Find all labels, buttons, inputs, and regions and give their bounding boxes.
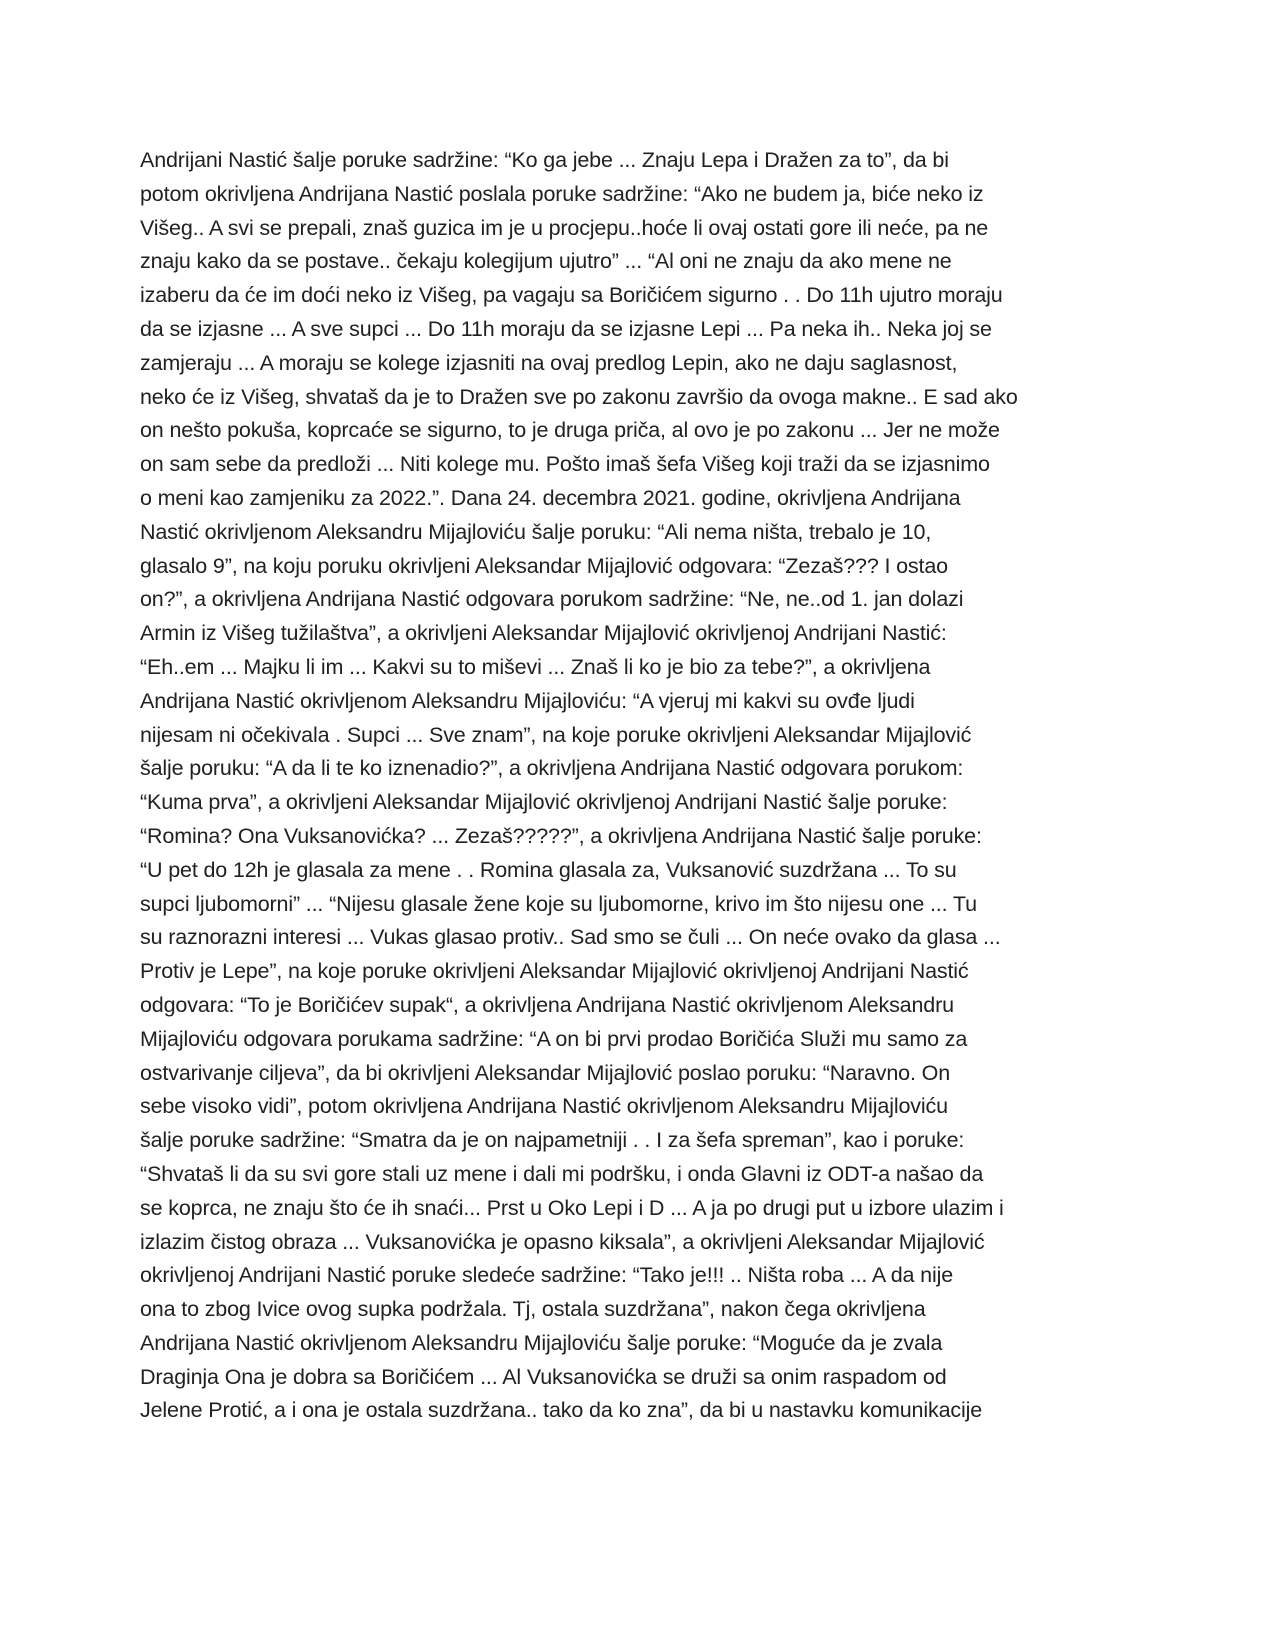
text-line-27: Mijajloviću odgovara porukama sadržine: “A on bi prvi prodao Boričića Služi mu samo za (140, 1026, 968, 1051)
text-line-33: izlazim čistog obraza ... Vuksanovićka je opasno kiksala”, a okrivljeni Aleksandar Mijajlović (140, 1229, 985, 1254)
text-line-17: Andrijana Nastić okrivljenom Aleksandru Mijajloviću: “A vjeruj mi kakvi su ovđe ljudi (140, 688, 915, 713)
text-line-9: on nešto pokuša, koprcaće se sigurno, to je druga priča, al ovo je po zakonu ... Jer ne može (140, 418, 1000, 443)
text-line-1: Andrijani Nastić šalje poruke sadržine: “Ko ga jebe ... Znaju Lepa i Dražen za to”, da bi (140, 148, 949, 172)
text-line-38: Jelene Protić, a i ona je ostala suzdržana.. tako da ko zna”, da bi u nastavku komunikacije (140, 1398, 983, 1423)
text-line-22: “U pet do 12h je glasala za mene . . Romina glasala za, Vuksanović suzdržana ... To su (140, 857, 957, 882)
text-line-36: Andrijana Nastić okrivljenom Aleksandru Mijajloviću šalje poruke: “Moguće da je zvala (140, 1330, 943, 1355)
text-line-21: “Romina? Ona Vuksanovićka? ... Zezaš?????”, a okrivljena Andrijana Nastić šalje poruke: (140, 823, 982, 848)
text-line-37: Draginja Ona je dobra sa Boričićem ... Al Vuksanovićka se druži sa onim raspadom od (140, 1364, 947, 1389)
text-line-11: o meni kao zamjeniku za 2022.”. Dana 24. decembra 2021. godine, okrivljena Andrijana (140, 485, 961, 510)
text-line-28: ostvarivanje ciljeva”, da bi okrivljeni Aleksandar Mijajlović poslao poruku: “Naravno. On (140, 1060, 951, 1085)
text-line-19: šalje poruku: “A da li te ko iznenadio?”, a okrivljena Andrijana Nastić odgovara porukom: (140, 756, 964, 781)
text-line-25: Protiv je Lepe”, na koje poruke okrivljeni Aleksandar Mijajlović okrivljenoj Andrijani Nastić (140, 959, 969, 984)
text-line-4: znaju kako da se postave.. čekaju kolegijum ujutro” ... “Al oni ne znaju da ako mene ne (140, 249, 952, 274)
text-line-12: Nastić okrivljenom Aleksandru Mijajloviću šalje poruku: “Ali nema ništa, trebalo je 10, (140, 519, 932, 544)
text-line-34: okrivljenoj Andrijani Nastić poruke sledeće sadržine: “Tako je!!! .. Ništa roba ... A da nije (140, 1263, 954, 1288)
text-line-26: odgovara: “To je Boričićev supak“, a okrivljena Andrijana Nastić okrivljenom Aleksandru (140, 992, 954, 1017)
text-line-10: on sam sebe da predloži ... Niti kolege mu. Pošto imaš šefa Višeg koji traži da se izjasnimo (140, 452, 990, 477)
text-line-24: su raznorazni interesi ... Vukas glasao protiv.. Sad smo se čuli ... On neće ovako da glasa ... (140, 925, 1001, 950)
text-line-5: izaberu da će im doći neko iz Višeg, pa vagaju sa Boričićem sigurno . . Do 11h ujutro moraju (140, 283, 1003, 308)
text-line-18: nijesam ni očekivala . Supci ... Sve znam”, na koje poruke okrivljeni Aleksandar Mijajlović (140, 722, 972, 747)
text-line-6: da se izjasne ... A sve supci ... Do 11h moraju da se izjasne Lepi ... Pa neka ih.. Neka joj se (140, 316, 992, 341)
text-line-30: šalje poruke sadržine: “Smatra da je on najpametniji . . I za šefa spreman”, kao i poruke: (140, 1128, 965, 1153)
text-line-23: supci ljubomorni” ... “Nijesu glasale žene koje su ljubomorne, krivo im što nijesu one ... Tu (140, 891, 977, 916)
text-line-7: zamjeraju ... A moraju se kolege izjasniti na ovaj predlog Lepin, ako ne daju saglasnost, (140, 350, 958, 375)
text-line-2: potom okrivljena Andrijana Nastić poslala poruke sadržine: “Ako ne budem ja, biće neko iz (140, 181, 984, 206)
text-line-20: “Kuma prva”, a okrivljeni Aleksandar Mijajlović okrivljenoj Andrijani Nastić šalje poruke: (140, 790, 948, 815)
document-text (140, 144, 1150, 1428)
text-line-8: neko će iz Višeg, shvataš da je to Dražen sve po zakonu završio da ovoga makne.. E sad ako (140, 384, 1018, 409)
text-line-29: sebe visoko vidi”, potom okrivljena Andrijana Nastić okrivljenom Aleksandru Mijajloviću (140, 1094, 948, 1119)
text-line-14: on?”, a okrivljena Andrijana Nastić odgovara porukom sadržine: “Ne, ne..od 1. jan dolazi (140, 587, 964, 612)
text-line-32: se koprca, ne znaju što će ih snaći... Prst u Oko Lepi i D ... A ja po drugi put u izbore ulazim i (140, 1195, 1004, 1220)
text-line-31: “Shvataš li da su svi gore stali uz mene i dali mi podršku, i onda Glavni iz ODT-a našao da (140, 1161, 984, 1186)
text-line-16: “Eh..em ... Majku li im ... Kakvi su to miševi ... Znaš li ko je bio za tebe?”, a okrivljena (140, 654, 931, 679)
text-line-15: Armin iz Višeg tužilaštva”, a okrivljeni Aleksandar Mijajlović okrivljenoj Andrijani Nastić: (140, 621, 947, 646)
text-line-13: glasalo 9”, na koju poruku okrivljeni Aleksandar Mijajlović odgovara: “Zezaš??? I ostao (140, 553, 948, 578)
text-line-35: ona to zbog Ivice ovog supka podržala. Tj, ostala suzdržana”, nakon čega okrivljena (140, 1297, 926, 1322)
text-line-3: Višeg.. A svi se prepali, znaš guzica im je u procjepu..hoće li ovaj ostati gore ili neće, pa ne (140, 215, 989, 240)
